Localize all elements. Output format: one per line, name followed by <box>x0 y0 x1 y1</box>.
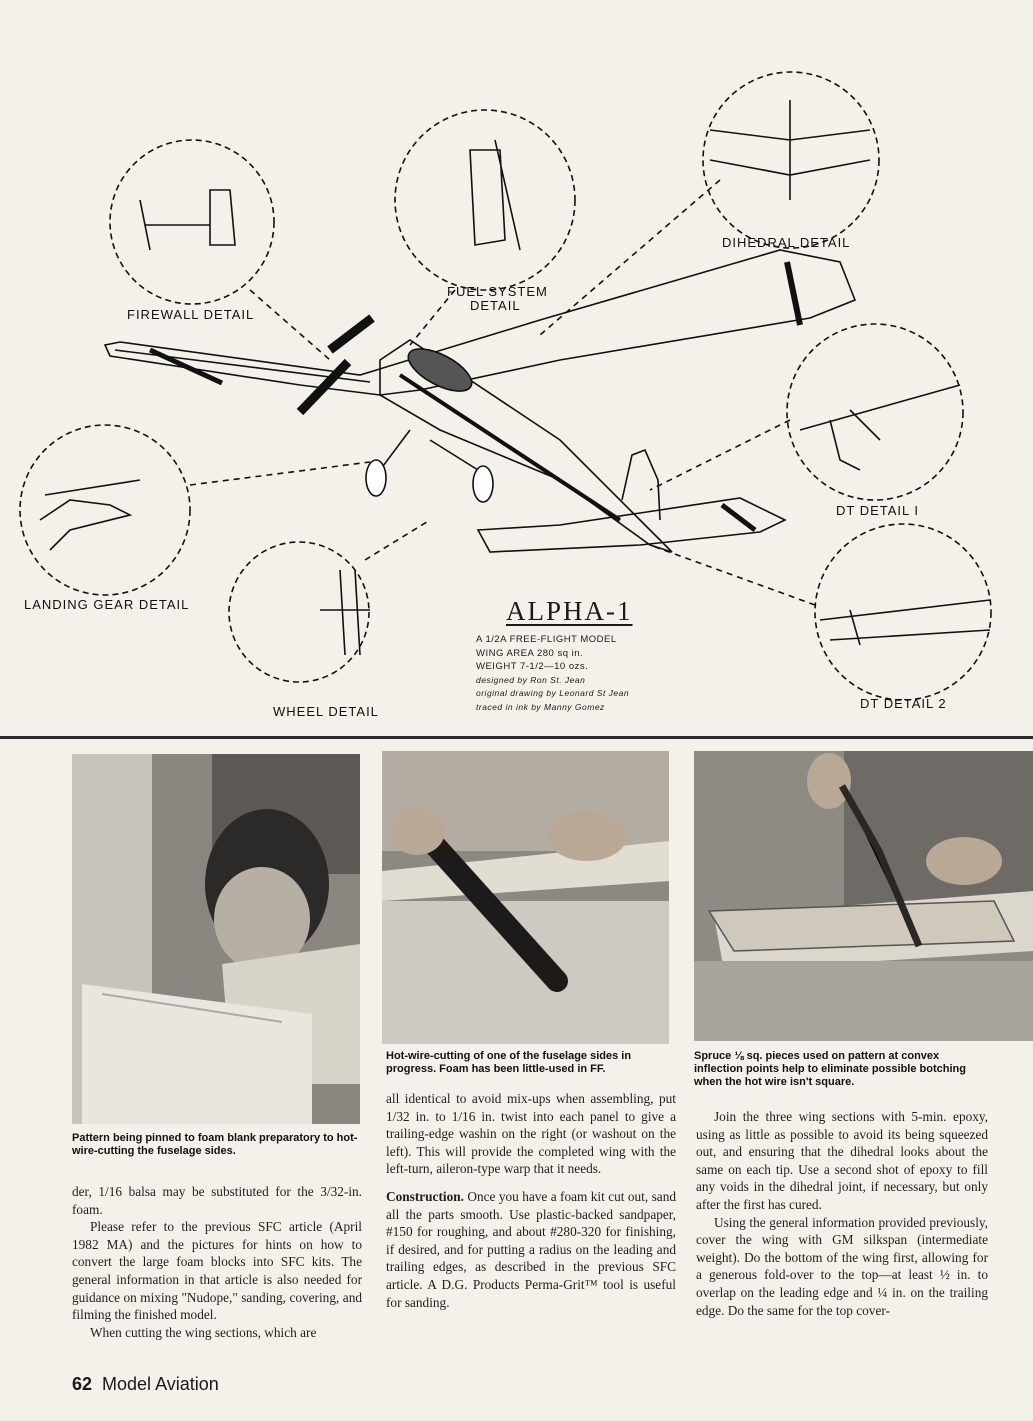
page-number: 62 <box>72 1374 93 1394</box>
title-block <box>476 596 676 714</box>
dt-detail-1-circle <box>787 324 963 500</box>
fuel-system-detail-label-line2: DETAIL <box>470 298 521 313</box>
col1-paragraph-1: der, 1/16 balsa may be substituted for the 3/32-in. foam. <box>72 1184 362 1217</box>
model-name: ALPHA-1 <box>506 596 633 626</box>
fuel-system-detail-label-line1: FUEL SYSTEM <box>447 284 548 299</box>
col2-paragraph-2 <box>386 1188 676 1311</box>
wheel-detail-label: WHEEL DETAIL <box>273 704 379 719</box>
photo-spruce-pattern <box>694 751 1033 1041</box>
col3-paragraph-1: Join the three wing sections with 5-min. epoxy, using as little as possible to avoid its being squeezed out, and ensuring that the dihedral looks about the same on each tip. Use a second shot of epoxy to fill any voids in the dihedral joint, if necessary, but only after the first has cured. <box>696 1109 988 1212</box>
designed-by: designed by Ron St. Jean <box>476 674 586 685</box>
weight: WEIGHT 7-1/2—10 ozs. <box>476 661 589 672</box>
photo1-caption: Pattern being pinned to foam blank preparatory to hot-wire-cutting the fuselage sides. <box>72 1132 358 1157</box>
col1-paragraph-2: Please refer to the previous SFC article (April 1982 MA) and the pictures for hints on how to convert the large foam blocks into SFC kits. The general information in that article is also needed for guidance on mixing "Nudope," sanding, covering, and filming the finished model. <box>72 1219 362 1323</box>
photo3-caption: Spruce ⅛ sq. pieces used on pattern at convex inflection points help to eliminate possible botching when the hot wire isn't square. <box>694 1050 966 1088</box>
page-footer <box>72 1374 219 1395</box>
article-column-1 <box>72 1183 362 1341</box>
magazine-name: Model Aviation <box>102 1374 219 1394</box>
traced-credit: traced in ink by Manny Gomez <box>476 701 605 712</box>
dt-detail-2-label: DT DETAIL 2 <box>860 696 947 711</box>
firewall-detail-label: FIREWALL DETAIL <box>127 307 255 322</box>
dt-detail-1-label: DT DETAIL I <box>836 503 919 518</box>
dt-detail-2-circle <box>815 524 991 700</box>
fuel-system-detail-circle <box>395 110 575 290</box>
col2-paragraph-1: all identical to avoid mix-ups when assembling, put 1/32 in. to 1/16 in. twist into each panel to give a trailing-edge washin on the right (or washout on the left). This will provide the completed wing with the left-turn, aileron-type warp that it needs. <box>386 1091 676 1177</box>
photo2-caption: Hot-wire-cutting of one of the fuselage sides in progress. Foam has been little-used in FF. <box>386 1050 632 1075</box>
original-drawing-credit: original drawing by Leonard St Jean <box>476 688 630 698</box>
photo-pinning-pattern <box>72 754 360 1124</box>
section-divider <box>0 736 1033 739</box>
model-subtitle: A 1/2A FREE-FLIGHT MODEL <box>476 634 617 645</box>
photo-hot-wire-cutting-image <box>382 751 669 1044</box>
article-column-3 <box>696 1108 988 1319</box>
photo-spruce-pattern-image <box>694 751 1033 1041</box>
article-column-2 <box>386 1090 676 1311</box>
firewall-detail-circle <box>110 140 274 304</box>
dihedral-detail-label: DIHEDRAL DETAIL <box>722 235 851 250</box>
landing-gear-detail-circle <box>20 425 190 595</box>
col3-paragraph-2: Using the general information provided previously, cover the wing with GM silkspan (intermediate weight). Do the bottom of the wing first, allowing for a generous fold-over to the top—at least ½ in. to overlap on the leading edge and ¼ in. on the trailing edge. Do the same for the top cover- <box>696 1214 988 1318</box>
dihedral-detail-circle <box>703 72 879 248</box>
photo-pinning-pattern-image <box>72 754 360 1124</box>
wing-area: WING AREA 280 sq in. <box>476 647 584 659</box>
construction-heading: Construction. <box>386 1188 464 1204</box>
col1-paragraph-3: When cutting the wing sections, which are <box>90 1324 317 1340</box>
landing-gear-detail-label: LANDING GEAR DETAIL <box>24 597 190 612</box>
wheel-detail-circle <box>229 542 369 682</box>
col2-paragraph-2-body: Once you have a foam kit cut out, sand all the parts smooth. Use plastic-backed sandpaper, #150 for roughing, and about #280-320 for finishing, if desired, and for putting a radius on the leading and trailing edges, as described in the previous SFC article. A D.G. Products Perma-Grit™ tool is useful for sanding. <box>386 1188 676 1310</box>
photo-hot-wire-cutting <box>382 751 669 1044</box>
